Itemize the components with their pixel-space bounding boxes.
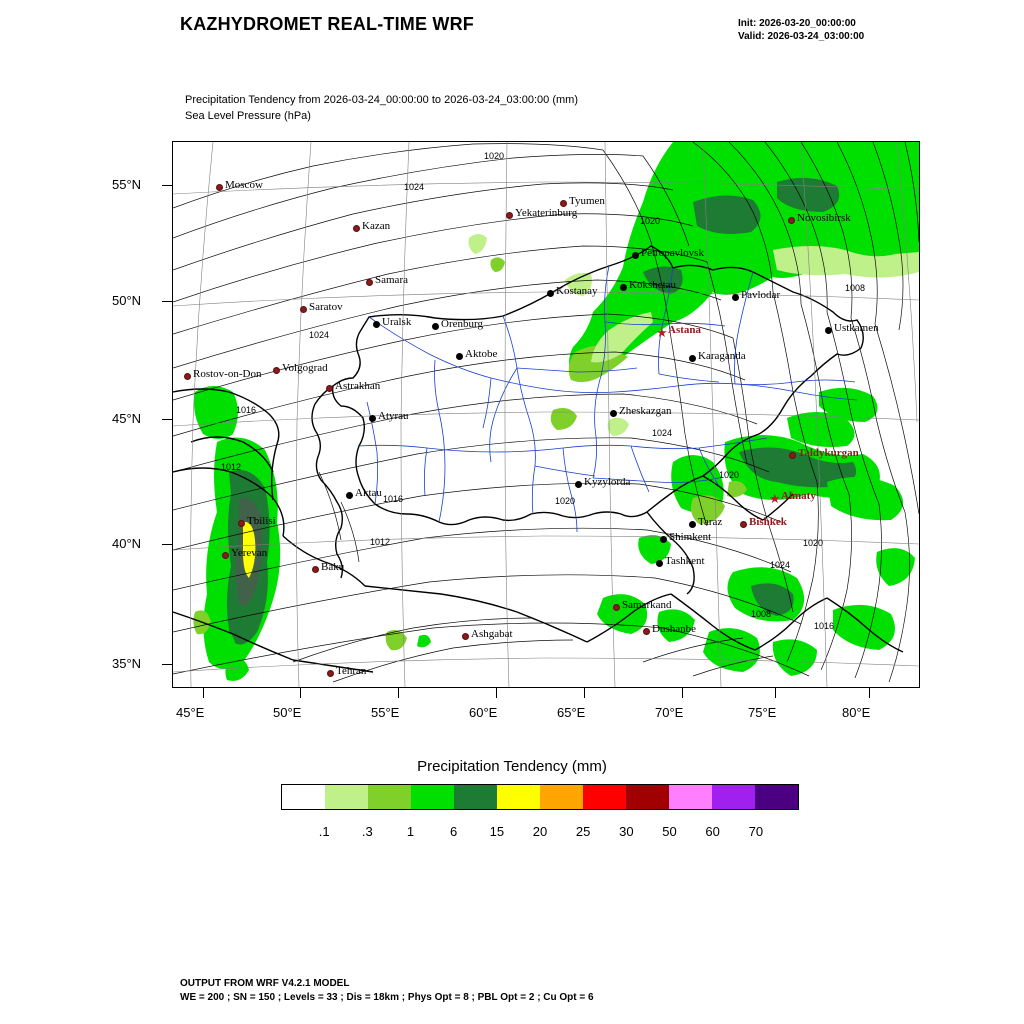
- colorbar-swatch-3: [411, 785, 454, 809]
- city-label: Tashkent: [665, 555, 705, 567]
- city-label: Kyzylorda: [584, 476, 631, 488]
- tick-lat-0: [162, 185, 172, 186]
- isobar-value-label: 1024: [770, 560, 791, 570]
- city-marker-icon: [632, 252, 639, 259]
- colorbar-tick-label: 50: [662, 824, 677, 839]
- city-marker-icon: [656, 560, 663, 567]
- tick-lat-2: [162, 419, 172, 420]
- footer-model-line: OUTPUT FROM WRF V4.2.1 MODEL: [180, 978, 350, 989]
- axis-label-lat-4: 35°N: [112, 656, 142, 671]
- city-label: Taraz: [698, 516, 723, 528]
- city-label: Astrakhan: [335, 380, 381, 392]
- city-label: Moscow: [225, 179, 263, 191]
- tick-lon-5: [682, 688, 683, 698]
- tick-lat-3: [162, 544, 172, 545]
- city-marker-icon: [660, 536, 667, 543]
- colorbar-tick-label: 25: [575, 824, 591, 839]
- city-marker-icon: [789, 452, 796, 459]
- valid-time-label: Valid: 2026-03-24_03:00:00: [738, 31, 865, 42]
- axis-label-lat-3: 40°N: [112, 536, 142, 551]
- city-label: Orenburg: [441, 318, 483, 330]
- city-marker-icon: [788, 217, 795, 224]
- city-label: Dushanbe: [652, 623, 696, 635]
- footer-config-line: WE = 200 ; SN = 150 ; Levels = 33 ; Dis = 18km ; Phys Opt = 8 ; PBL Opt = 2 ; Cu Opt = 6: [180, 992, 594, 1003]
- isobar-value-label: 1012: [221, 462, 242, 472]
- tick-lat-1: [162, 301, 172, 302]
- city-label: Karaganda: [698, 350, 746, 362]
- city-label: Tyumen: [569, 195, 605, 207]
- tick-lon-4: [584, 688, 585, 698]
- page-title: KAZHYDROMET REAL-TIME WRF: [180, 14, 474, 34]
- axis-label-lat-2: 45°N: [112, 411, 142, 426]
- city-label: Shimkent: [669, 531, 712, 543]
- colorbar-swatch-5: [497, 785, 540, 809]
- colorbar-swatch-0: [282, 785, 325, 809]
- city-marker-icon: [740, 521, 747, 528]
- isobar-value-label: 1024: [404, 182, 425, 192]
- city-marker-icon: [456, 353, 463, 360]
- city-label: Volgograd: [282, 362, 328, 374]
- colorbar-tick-label: 60: [705, 824, 720, 839]
- axis-label-lon-2: 55°E: [371, 705, 400, 720]
- city-label: Bishkek: [749, 516, 787, 528]
- city-marker-icon: [689, 521, 696, 528]
- map-plot-area[interactable]: [172, 141, 920, 688]
- colorbar-tick-label: 15: [489, 824, 505, 839]
- axis-label-lon-1: 50°E: [273, 705, 302, 720]
- city-label: Kokshetau: [629, 279, 677, 291]
- isobar-value-label: 1016: [236, 405, 257, 415]
- isobar-value-label: 1012: [370, 537, 391, 547]
- colorbar-swatch-9: [669, 785, 712, 809]
- city-label: Pavlodar: [741, 289, 781, 301]
- city-label: Tbilisi: [247, 515, 276, 527]
- city-marker-icon: [273, 367, 280, 374]
- city-label: Zheskazgan: [619, 405, 672, 417]
- isobar-value-label: 1008: [751, 609, 772, 619]
- tick-lon-3: [496, 688, 497, 698]
- colorbar[interactable]: [281, 784, 799, 810]
- city-label: Aktobe: [465, 348, 498, 360]
- isobar-value-label: 1020: [640, 216, 661, 226]
- isobar-value-label: 1024: [652, 428, 673, 438]
- city-label: Kostanay: [556, 285, 598, 297]
- capital-star-icon: ★: [656, 325, 668, 340]
- city-label: Samarkand: [622, 599, 672, 611]
- city-marker-icon: [610, 410, 617, 417]
- axis-label-lon-3: 60°E: [469, 705, 498, 720]
- axis-label-lon-6: 75°E: [748, 705, 777, 720]
- city-marker-icon: [346, 492, 353, 499]
- axis-label-lat-0: 55°N: [112, 177, 142, 192]
- tick-lon-0: [203, 688, 204, 698]
- city-label: Yekaterinburg: [515, 207, 578, 219]
- tick-lat-4: [162, 664, 172, 665]
- tick-lon-2: [398, 688, 399, 698]
- city-marker-icon: [613, 604, 620, 611]
- axis-label-lon-0: 45°E: [176, 705, 205, 720]
- city-marker-icon: [689, 355, 696, 362]
- isobar-value-label: 1020: [555, 496, 576, 506]
- city-label: Ustkamen: [834, 322, 879, 334]
- city-label: Tehran: [336, 665, 367, 677]
- colorbar-swatch-2: [368, 785, 411, 809]
- city-marker-icon: [222, 552, 229, 559]
- tick-lon-1: [300, 688, 301, 698]
- city-label: Astana: [668, 324, 702, 336]
- colorbar-tick-label: 1: [406, 824, 415, 839]
- city-marker-icon: [560, 200, 567, 207]
- city-label: Atyrau: [378, 410, 409, 422]
- slp-subtitle: Sea Level Pressure (hPa): [185, 110, 311, 122]
- city-marker-icon: [300, 306, 307, 313]
- city-marker-icon: [825, 327, 832, 334]
- colorbar-tick-label: .1: [318, 824, 330, 839]
- city-marker-icon: [369, 415, 376, 422]
- axis-label-lon-5: 70°E: [655, 705, 684, 720]
- city-label: Petropavlovsk: [641, 247, 704, 259]
- city-marker-icon: [462, 633, 469, 640]
- city-marker-icon: [506, 212, 513, 219]
- city-marker-icon: [353, 225, 360, 232]
- city-marker-icon: [327, 670, 334, 677]
- city-label: Samara: [375, 274, 408, 286]
- city-marker-icon: [432, 323, 439, 330]
- city-marker-icon: [312, 566, 319, 573]
- city-label: Baku: [321, 561, 345, 573]
- city-marker-icon: [620, 284, 627, 291]
- isobar-value-label: 1016: [383, 494, 404, 504]
- city-label: Saratov: [309, 301, 343, 313]
- colorbar-labels: [281, 824, 799, 842]
- city-marker-icon: [216, 184, 223, 191]
- tick-lon-6: [775, 688, 776, 698]
- colorbar-swatch-11: [755, 785, 798, 809]
- colorbar-title: Precipitation Tendency (mm): [417, 758, 607, 775]
- city-marker-icon: [373, 321, 380, 328]
- city-label: Rostov-on-Don: [193, 368, 262, 380]
- axis-label-lon-7: 80°E: [842, 705, 871, 720]
- colorbar-swatch-8: [626, 785, 669, 809]
- isobar-value-label: 1008: [845, 283, 866, 293]
- colorbar-tick-label: 30: [619, 824, 634, 839]
- colorbar-tick-label: 20: [532, 824, 548, 839]
- colorbar-tick-label: .3: [361, 824, 373, 839]
- city-marker-icon: [238, 520, 245, 527]
- city-marker-icon: [326, 385, 333, 392]
- isobar-value-label: 1016: [814, 621, 835, 631]
- colorbar-tick-label: 70: [748, 824, 764, 839]
- isobar-value-label: 1020: [803, 538, 824, 548]
- colorbar-swatch-10: [712, 785, 755, 809]
- city-marker-icon: [366, 279, 373, 286]
- axis-label-lat-1: 50°N: [112, 293, 142, 308]
- tick-lon-7: [869, 688, 870, 698]
- capital-star-icon: ★: [769, 491, 781, 506]
- colorbar-swatch-6: [540, 785, 583, 809]
- isobar-value-label: 1020: [484, 151, 505, 161]
- city-label: Novosibirsk: [797, 212, 851, 224]
- city-label: Aktau: [355, 487, 382, 499]
- city-marker-icon: [643, 628, 650, 635]
- city-marker-icon: [732, 294, 739, 301]
- isobar-value-label: 1020: [719, 470, 740, 480]
- city-label: Uralsk: [382, 316, 412, 328]
- precip-subtitle: Precipitation Tendency from 2026-03-24_00:00:00 to 2026-03-24_03:00:00 (mm): [185, 94, 578, 106]
- init-time-label: Init: 2026-03-20_00:00:00: [738, 18, 856, 29]
- city-label: Taldykurgan: [798, 447, 859, 459]
- colorbar-swatch-4: [454, 785, 497, 809]
- isobar-value-label: 1024: [309, 330, 330, 340]
- colorbar-swatch-1: [325, 785, 368, 809]
- city-marker-icon: [547, 290, 554, 297]
- city-label: Kazan: [362, 220, 391, 232]
- axis-label-lon-4: 65°E: [557, 705, 586, 720]
- city-marker-icon: [575, 481, 582, 488]
- colorbar-tick-label: 6: [450, 824, 458, 839]
- colorbar-swatch-7: [583, 785, 626, 809]
- city-label: Yerevan: [231, 547, 268, 559]
- city-label: Ashgabat: [471, 628, 513, 640]
- city-label: Almaty: [781, 490, 816, 502]
- city-marker-icon: [184, 373, 191, 380]
